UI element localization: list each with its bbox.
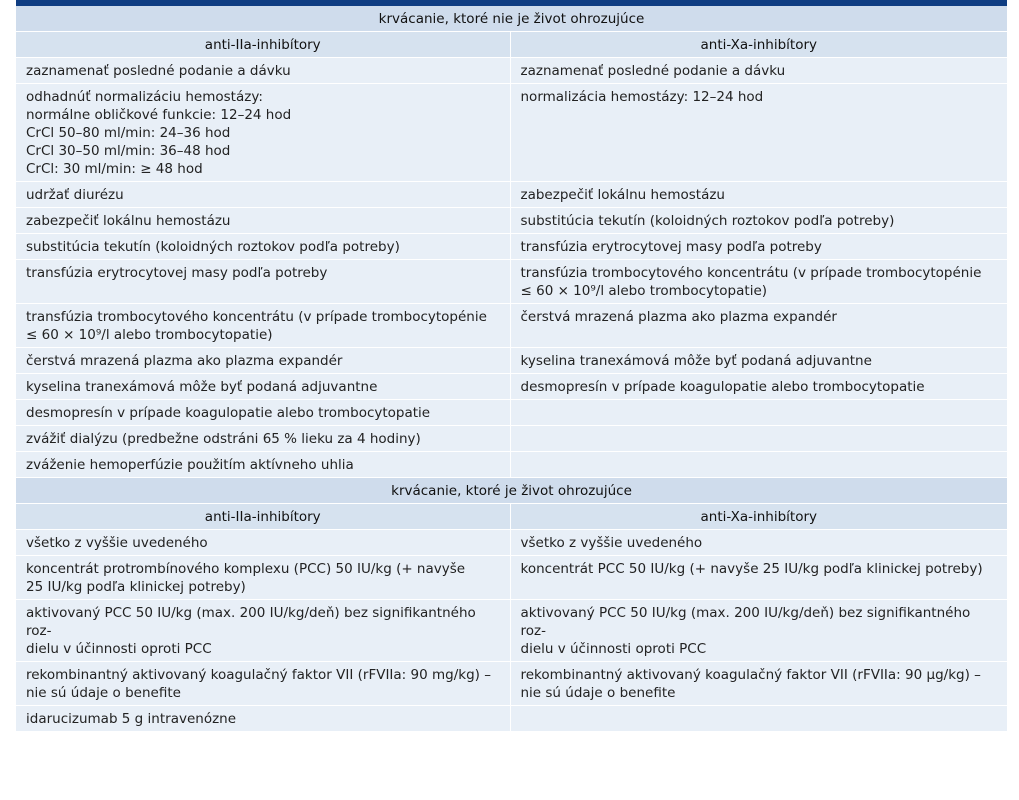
cell-line: kyselina tranexámová môže byť podaná adjuvantne	[26, 379, 378, 395]
cell-line: rekombinantný aktivovaný koagulačný faktor VII (rFVIIa: 90 mg/kg) –	[26, 667, 491, 683]
cell-line: všetko z vyššie uvedeného	[520, 535, 703, 551]
column-header: anti-IIa-inhibítory	[16, 504, 510, 530]
cell-line: ≤ 60 × 10⁹/l alebo trombocytopatie)	[26, 327, 273, 343]
cell-line: zabezpečiť lokálnu hemostázu	[26, 213, 231, 229]
anti-xa-cell	[510, 600, 1007, 662]
anti-iia-cell	[16, 304, 510, 348]
anti-iia-cell	[16, 348, 510, 374]
table-row	[16, 662, 1007, 706]
anti-xa-cell	[510, 400, 1007, 426]
anti-xa-cell	[510, 530, 1007, 556]
table-row	[16, 84, 1007, 182]
cell-line: zvážiť dialýzu (predbežne odstráni 65 % lieku za 4 hodiny)	[26, 431, 421, 447]
cell-line: nie sú údaje o benefite	[26, 685, 181, 701]
table-row	[16, 706, 1007, 732]
anti-xa-cell	[510, 260, 1007, 304]
table-row	[16, 600, 1007, 662]
anti-xa-cell	[510, 182, 1007, 208]
cell-line: ≤ 60 × 10⁹/l alebo trombocytopatie)	[520, 283, 768, 299]
anti-xa-cell	[510, 426, 1007, 452]
section-title-row	[16, 6, 1007, 32]
section-title: krvácanie, ktoré nie je život ohrozujúce	[16, 6, 1007, 32]
table-row	[16, 182, 1007, 208]
table-row	[16, 348, 1007, 374]
anti-iia-cell	[16, 208, 510, 234]
cell-line: nie sú údaje o benefite	[520, 685, 676, 701]
cell-line: transfúzia erytrocytovej masy podľa potreby	[26, 265, 328, 281]
section-title-row	[16, 478, 1007, 504]
cell-line: substitúcia tekutín (koloidných roztokov podľa potreby)	[26, 239, 400, 255]
anti-xa-cell	[510, 374, 1007, 400]
section-title: krvácanie, ktoré je život ohrozujúce	[16, 478, 1007, 504]
anti-iia-cell	[16, 426, 510, 452]
anti-iia-cell	[16, 600, 510, 662]
anti-xa-cell	[510, 706, 1007, 732]
cell-line: zaznamenať posledné podanie a dávku	[520, 63, 786, 79]
table-row	[16, 208, 1007, 234]
cell-line: koncentrát protrombínového komplexu (PCC) 50 IU/kg (+ navyše	[26, 561, 466, 577]
table-row	[16, 556, 1007, 600]
cell-line: zváženie hemoperfúzie použitím aktívneho uhlia	[26, 457, 354, 473]
table-row	[16, 400, 1007, 426]
cell-line: čerstvá mrazená plazma ako plazma expandér	[520, 309, 837, 325]
anti-iia-cell	[16, 374, 510, 400]
cell-line: desmopresín v prípade koagulopatie alebo trombocytopatie	[520, 379, 925, 395]
anti-iia-cell	[16, 556, 510, 600]
anti-xa-cell	[510, 348, 1007, 374]
treatment-table	[16, 6, 1007, 732]
table-row	[16, 58, 1007, 84]
cell-line: normálne obličkové funkcie: 12–24 hod	[26, 107, 292, 123]
cell-line: CrCl 50–80 ml/min: 24–36 hod	[26, 125, 231, 141]
anti-xa-cell	[510, 556, 1007, 600]
anti-iia-cell	[16, 706, 510, 732]
anti-xa-cell	[510, 662, 1007, 706]
anti-iia-cell	[16, 260, 510, 304]
table-row	[16, 426, 1007, 452]
cell-line: zabezpečiť lokálnu hemostázu	[520, 187, 725, 203]
cell-line: zaznamenať posledné podanie a dávku	[26, 63, 291, 79]
anti-xa-cell	[510, 84, 1007, 182]
cell-line: transfúzia trombocytového koncentrátu (v prípade trombocytopénie	[26, 309, 487, 325]
cell-line: dielu v účinnosti oproti PCC	[520, 641, 707, 657]
table-row	[16, 234, 1007, 260]
anti-iia-cell	[16, 234, 510, 260]
table-row	[16, 374, 1007, 400]
cell-line: rekombinantný aktivovaný koagulačný faktor VII (rFVIIa: 90 μg/kg) –	[520, 667, 981, 683]
cell-line: odhadnúť normalizáciu hemostázy:	[26, 89, 263, 105]
column-header: anti-Xa-inhibítory	[510, 32, 1007, 58]
column-header: anti-IIa-inhibítory	[16, 32, 510, 58]
cell-line: aktivovaný PCC 50 IU/kg (max. 200 IU/kg/deň) bez signifikantného roz-	[520, 605, 971, 639]
anti-xa-cell	[510, 452, 1007, 478]
anti-xa-cell	[510, 234, 1007, 260]
anti-iia-cell	[16, 182, 510, 208]
cell-line: udržať diurézu	[26, 187, 124, 203]
cell-line: transfúzia erytrocytovej masy podľa potreby	[520, 239, 822, 255]
cell-line: transfúzia trombocytového koncentrátu (v prípade trombocytopénie	[520, 265, 982, 281]
anti-iia-cell	[16, 662, 510, 706]
cell-line: CrCl 30–50 ml/min: 36–48 hod	[26, 143, 231, 159]
cell-line: substitúcia tekutín (koloidných roztokov podľa potreby)	[520, 213, 895, 229]
cell-line: desmopresín v prípade koagulopatie alebo trombocytopatie	[26, 405, 431, 421]
anti-iia-cell	[16, 84, 510, 182]
cell-line: kyselina tranexámová môže byť podaná adjuvantne	[520, 353, 872, 369]
cell-line: koncentrát PCC 50 IU/kg (+ navyše 25 IU/kg podľa klinickej potreby)	[520, 561, 983, 577]
table-row	[16, 304, 1007, 348]
anti-iia-cell	[16, 530, 510, 556]
table-row	[16, 452, 1007, 478]
anti-iia-cell	[16, 400, 510, 426]
column-header: anti-Xa-inhibítory	[510, 504, 1007, 530]
cell-line: CrCl: 30 ml/min: ≥ 48 hod	[26, 161, 203, 177]
table-row	[16, 260, 1007, 304]
cell-line: čerstvá mrazená plazma ako plazma expandér	[26, 353, 343, 369]
cell-line: normalizácia hemostázy: 12–24 hod	[520, 89, 764, 105]
anti-xa-cell	[510, 304, 1007, 348]
cell-line: aktivovaný PCC 50 IU/kg (max. 200 IU/kg/deň) bez signifikantného roz-	[26, 605, 476, 639]
anti-xa-cell	[510, 208, 1007, 234]
column-header-row	[16, 32, 1007, 58]
column-header-row	[16, 504, 1007, 530]
cell-line: idarucizumab 5 g intravenózne	[26, 711, 237, 727]
cell-line: všetko z vyššie uvedeného	[26, 535, 208, 551]
anti-iia-cell	[16, 452, 510, 478]
table-row	[16, 530, 1007, 556]
cell-line: 25 IU/kg podľa klinickej potreby)	[26, 579, 246, 595]
treatment-table-body	[16, 6, 1007, 732]
anti-iia-cell	[16, 58, 510, 84]
cell-line: dielu v účinnosti oproti PCC	[26, 641, 212, 657]
anti-xa-cell	[510, 58, 1007, 84]
